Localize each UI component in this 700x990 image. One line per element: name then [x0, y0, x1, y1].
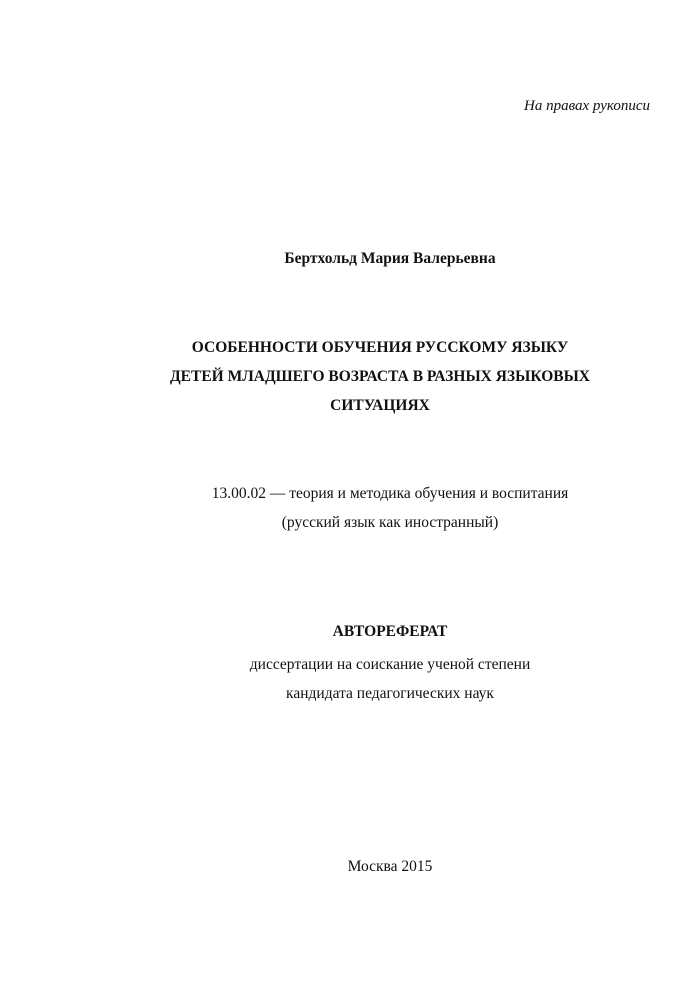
- specialty-line: 13.00.02 — теория и методика обучения и воспитания: [211, 485, 569, 502]
- specialty-line: (русский язык как иностранный): [281, 514, 499, 531]
- rights-note: На правах рукописи: [524, 98, 650, 114]
- title-line: ДЕТЕЙ МЛАДШЕГО ВОЗРАСТА В РАЗНЫХ ЯЗЫКОВЫХ: [169, 368, 590, 385]
- dissertation-title: [120, 333, 640, 420]
- abstract-line: диссертации на соискание ученой степени: [249, 656, 531, 673]
- abstract-line: кандидата педагогических наук: [286, 685, 494, 702]
- specialty-block: [160, 479, 620, 537]
- place-year: Москва 2015: [347, 858, 433, 875]
- abstract-description: [160, 650, 620, 708]
- abstract-heading: АВТОРЕФЕРАТ: [332, 623, 448, 640]
- title-line: ОСОБЕННОСТИ ОБУЧЕНИЯ РУССКОМУ ЯЗЫКУ: [191, 339, 569, 356]
- author-name: Бертхольд Мария Валерьевна: [284, 250, 496, 267]
- title-line: СИТУАЦИЯХ: [330, 397, 430, 414]
